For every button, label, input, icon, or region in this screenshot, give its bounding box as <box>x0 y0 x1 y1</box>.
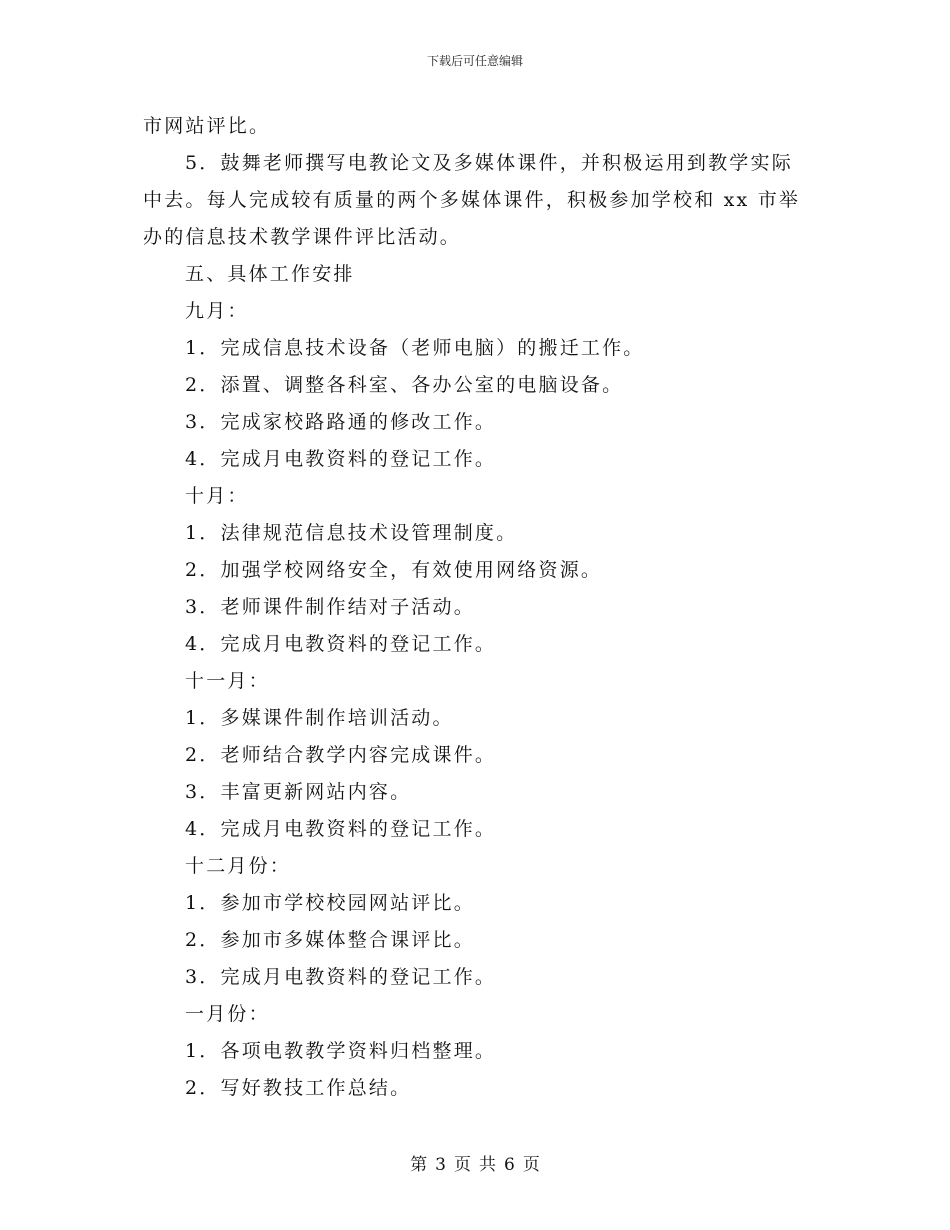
page-number-prefix: 第 <box>410 1155 428 1175</box>
paragraph-line: 办的信息技术教学课件评比活动。 <box>143 226 462 248</box>
page-header: 下载后可任意编辑 <box>426 54 523 68</box>
list-item: 1．各项电教教学资料归档整理。 <box>185 1040 497 1062</box>
list-item: 3．完成月电教资料的登记工作。 <box>185 966 497 988</box>
page-number-suffix: 页 <box>522 1155 540 1175</box>
month-heading: 一月份： <box>185 1003 270 1025</box>
list-item: 2．添置、调整各科室、各办公室的电脑设备。 <box>185 374 624 396</box>
list-item: 2．参加市多媒体整合课评比。 <box>185 929 475 951</box>
list-item: 4．完成月电教资料的登记工作。 <box>185 633 497 655</box>
total-word: 共 <box>479 1155 496 1175</box>
current-page-number: 3 <box>435 1155 446 1175</box>
month-heading: 九月： <box>185 300 249 322</box>
list-item: 1．参加市学校校园网站评比。 <box>185 892 475 914</box>
month-heading: 十二月份： <box>185 855 292 877</box>
list-item: 1．法律规范信息技术设管理制度。 <box>185 522 518 544</box>
list-item: 1．多媒课件制作培训活动。 <box>185 707 454 729</box>
list-item: 3．老师课件制作结对子活动。 <box>185 596 475 618</box>
section-heading: 五、具体工作安排 <box>185 263 355 285</box>
month-heading: 十一月： <box>185 670 270 692</box>
document-body <box>143 108 807 1107</box>
list-item: 1．完成信息技术设备（老师电脑）的搬迁工作。 <box>185 337 645 359</box>
list-item: 2．加强学校网络安全，有效使用网络资源。 <box>185 559 603 581</box>
list-item: 2．老师结合教学内容完成课件。 <box>185 744 497 766</box>
list-item: 4．完成月电教资料的登记工作。 <box>185 818 497 840</box>
list-item: 3．完成家校路路通的修改工作。 <box>185 411 497 433</box>
paragraph-line: 中去。每人完成较有质量的两个多媒体课件，积极参加学校和 xx 市举 <box>143 189 801 211</box>
page-word: 页 <box>454 1155 471 1175</box>
page-footer <box>0 1154 950 1176</box>
list-item: 4．完成月电教资料的登记工作。 <box>185 448 497 470</box>
paragraph-line: 市网站评比。 <box>143 115 271 137</box>
list-item: 2．写好教技工作总结。 <box>185 1077 412 1099</box>
list-item: 3．丰富更新网站内容。 <box>185 781 412 803</box>
paragraph-line: 5．鼓舞老师撰写电教论文及多媒体课件，并积极运用到教学实际 <box>185 152 793 174</box>
month-heading: 十月： <box>185 485 249 507</box>
total-page-number: 6 <box>504 1155 515 1175</box>
